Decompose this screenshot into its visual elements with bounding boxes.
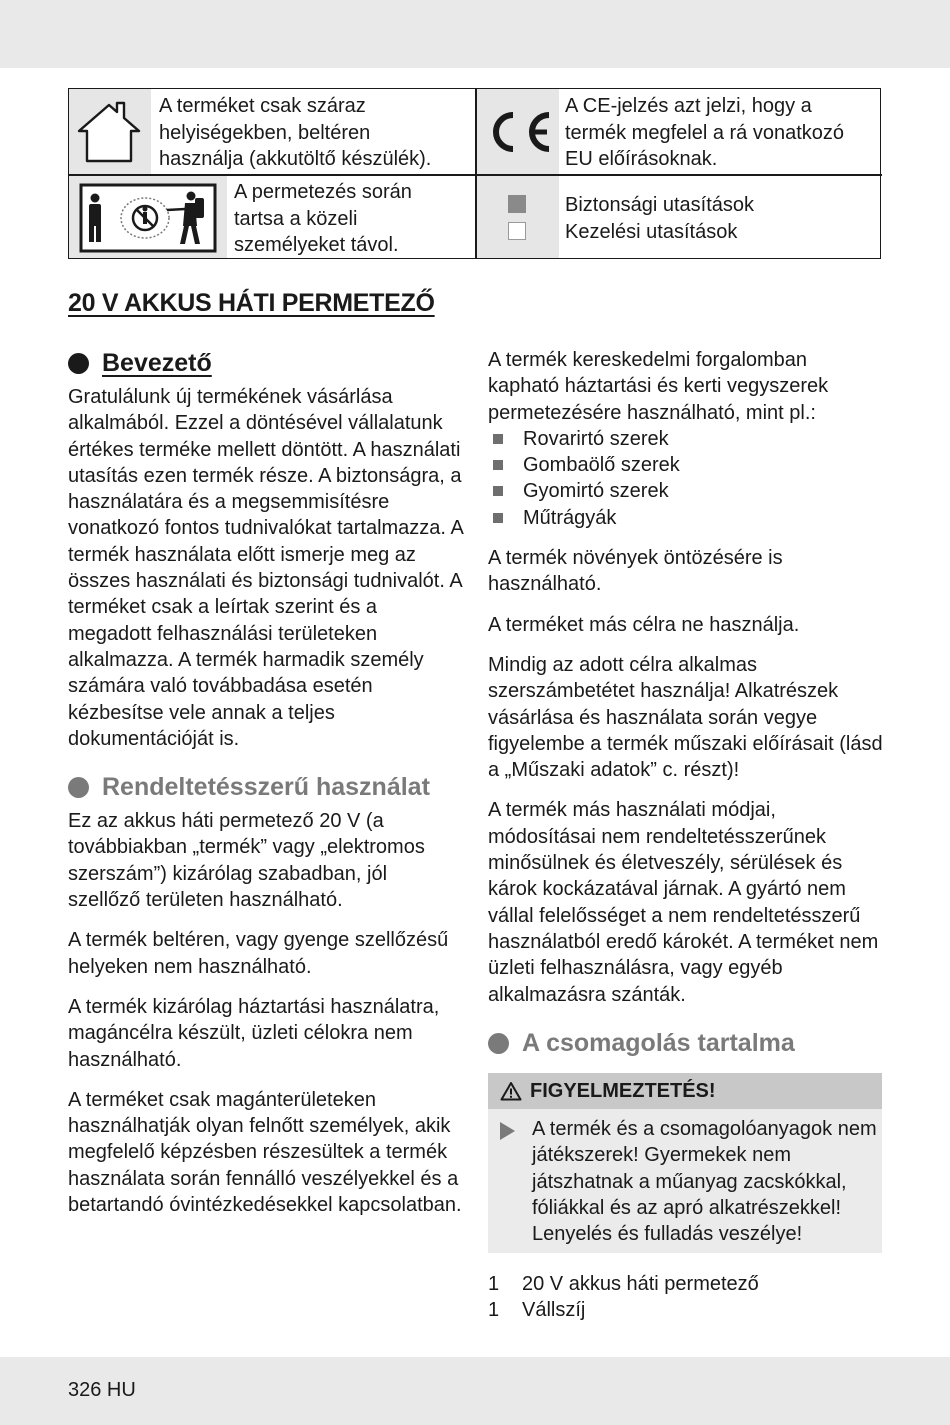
bullet-dot-icon	[488, 1033, 509, 1054]
arrow-right-icon	[500, 1122, 515, 1140]
paragraph: Ez az akkus háti permetező 20 V (a továbbiakban „termék” vagy „elektromos szerszám”) kizárólag szabadban, jól szellőző területen használható.	[68, 810, 425, 912]
icon-cell	[69, 89, 151, 174]
square-bullet-icon	[493, 434, 503, 444]
list-item: Gombaölő szerek	[488, 452, 883, 478]
keep-distance-icon	[69, 176, 227, 258]
list-item	[488, 1297, 759, 1323]
empty-square-icon	[508, 222, 526, 240]
top-band	[0, 0, 950, 68]
warning-text: A termék és a csomagolóanyagok nem játékszerek! Gyermekek nem játszhatnak a műanyag zacskókkal, fóliákkal és az apró alkatrészekkel! Lenyelés és fulladás veszélye!	[532, 1118, 877, 1246]
paragraph: A terméket csak magánterületeken használhatják olyan felnőtt személyek, akik megfelelő képzésben részesültek a termék használata során fennálló veszélyekkel és a betartandó óvintézkedésekkel kapcsolatban.	[68, 1088, 462, 1217]
item-name: Vállszíj	[522, 1299, 586, 1322]
paragraph: A termék beltéren, vagy gyenge szellőzésű helyeken nem használható.	[68, 929, 449, 978]
square-bullet-icon	[493, 486, 503, 496]
safety-instructions-label: Biztonsági utasítások	[565, 194, 754, 216]
icon-cell	[477, 176, 559, 258]
paragraph: Mindig az adott célra alkalmas szerszámbetétet használja! Alkatrészek vásárlása és használata során vegye figyelembe a termék műszaki előírásait (lásd a „Műszaki adatok” c. részt)!	[488, 653, 883, 782]
warning-title: FIGYELMEZTETÉS!	[530, 1079, 716, 1102]
intro-text: Gratulálunk új termékének vásárlása alkalmából. Ezzel a döntésével vállalatunk értékes terméke mellett döntött. A használati utasítás ezen termék része. A biztonságra, a használatára és a megsemmisítésre vonatkozó fontos tudnivalókat tartalmazza. A termék használata előtt ismerje meg az összes használati és biztonsági tudnivalót. A terméket csak a leírtak szerint és a megadott felhasználási területeken alkalmazza. A termék harmadik személy számára való továbbadása esetén kézbesítse vele annak a teljes dokumentációját is.	[68, 386, 463, 750]
icon-cell	[69, 176, 227, 258]
filled-square-icon	[508, 195, 526, 213]
warning-header	[488, 1073, 882, 1109]
package-contents-list	[488, 1271, 759, 1324]
page-title: 20 V AKKUS HÁTI PERMETEZŐ	[68, 289, 435, 317]
operating-instructions-label: Kezelési utasítások	[565, 221, 738, 243]
bottom-band	[0, 1357, 950, 1425]
bullet-dot-icon	[68, 353, 89, 374]
paragraph: A terméket más célra ne használja.	[488, 613, 800, 636]
item-quantity: 1	[488, 1299, 500, 1322]
paragraph: A termék más használati módjai, módosításai nem rendeltetésszerűnek minősülnek és életveszély, sérülések és károk kockázatával járnak. A gyártó nem vállal felelősséget a nem rendeltetésszerű használatból eredő károkét. A terméket nem üzleti felhasználásra, vagy egyéb alkalmazásra szánták.	[488, 799, 879, 1006]
square-bullet-icon	[493, 513, 503, 523]
house-text: A terméket csak száraz helyiségekben, beltéren használja (akkutöltő készülék).	[159, 95, 432, 170]
chemical-list	[488, 426, 883, 531]
square-bullet-icon	[493, 460, 503, 470]
list-item	[488, 1271, 759, 1297]
ce-mark-icon	[477, 89, 559, 174]
page-number: 326 HU	[68, 1379, 136, 1401]
list-item: Műtrágyák	[488, 505, 883, 531]
paragraph: A termék kizárólag háztartási használatra, magáncélra készült, üzleti célokra nem használható.	[68, 995, 440, 1071]
item-name: 20 V akkus háti permetező	[522, 1273, 759, 1295]
paragraph: A termék kereskedelmi forgalomban kapható háztartási és kerti vegyszerek permetezésére használható, mint pl.:	[488, 349, 829, 424]
warning-box	[488, 1073, 882, 1253]
bullet-dot-icon	[68, 777, 89, 798]
house-icon	[69, 89, 151, 174]
left-column	[68, 346, 463, 1218]
section-heading-package: A csomagolás tartalma	[488, 1026, 795, 1060]
ce-text: A CE-jelzés azt jelzi, hogy a termék megfelel a rá vonatkozó EU előírásoknak.	[565, 95, 845, 170]
distance-text: A permetezés során tartsa a közeli személyeket távol.	[234, 181, 412, 256]
section-heading-intro: Bevezető	[68, 346, 463, 380]
warning-triangle-icon	[500, 1081, 522, 1101]
symbol-table	[68, 88, 881, 259]
paragraph: A termék növények öntözésére is használható.	[488, 547, 783, 596]
icon-cell	[477, 89, 559, 174]
section-heading-intended-use: Rendeltetésszerű használat	[68, 770, 463, 804]
list-item: Gyomirtó szerek	[488, 478, 883, 504]
item-quantity: 1	[488, 1273, 500, 1295]
right-column	[488, 347, 883, 1008]
list-item: Rovarirtó szerek	[488, 426, 883, 452]
